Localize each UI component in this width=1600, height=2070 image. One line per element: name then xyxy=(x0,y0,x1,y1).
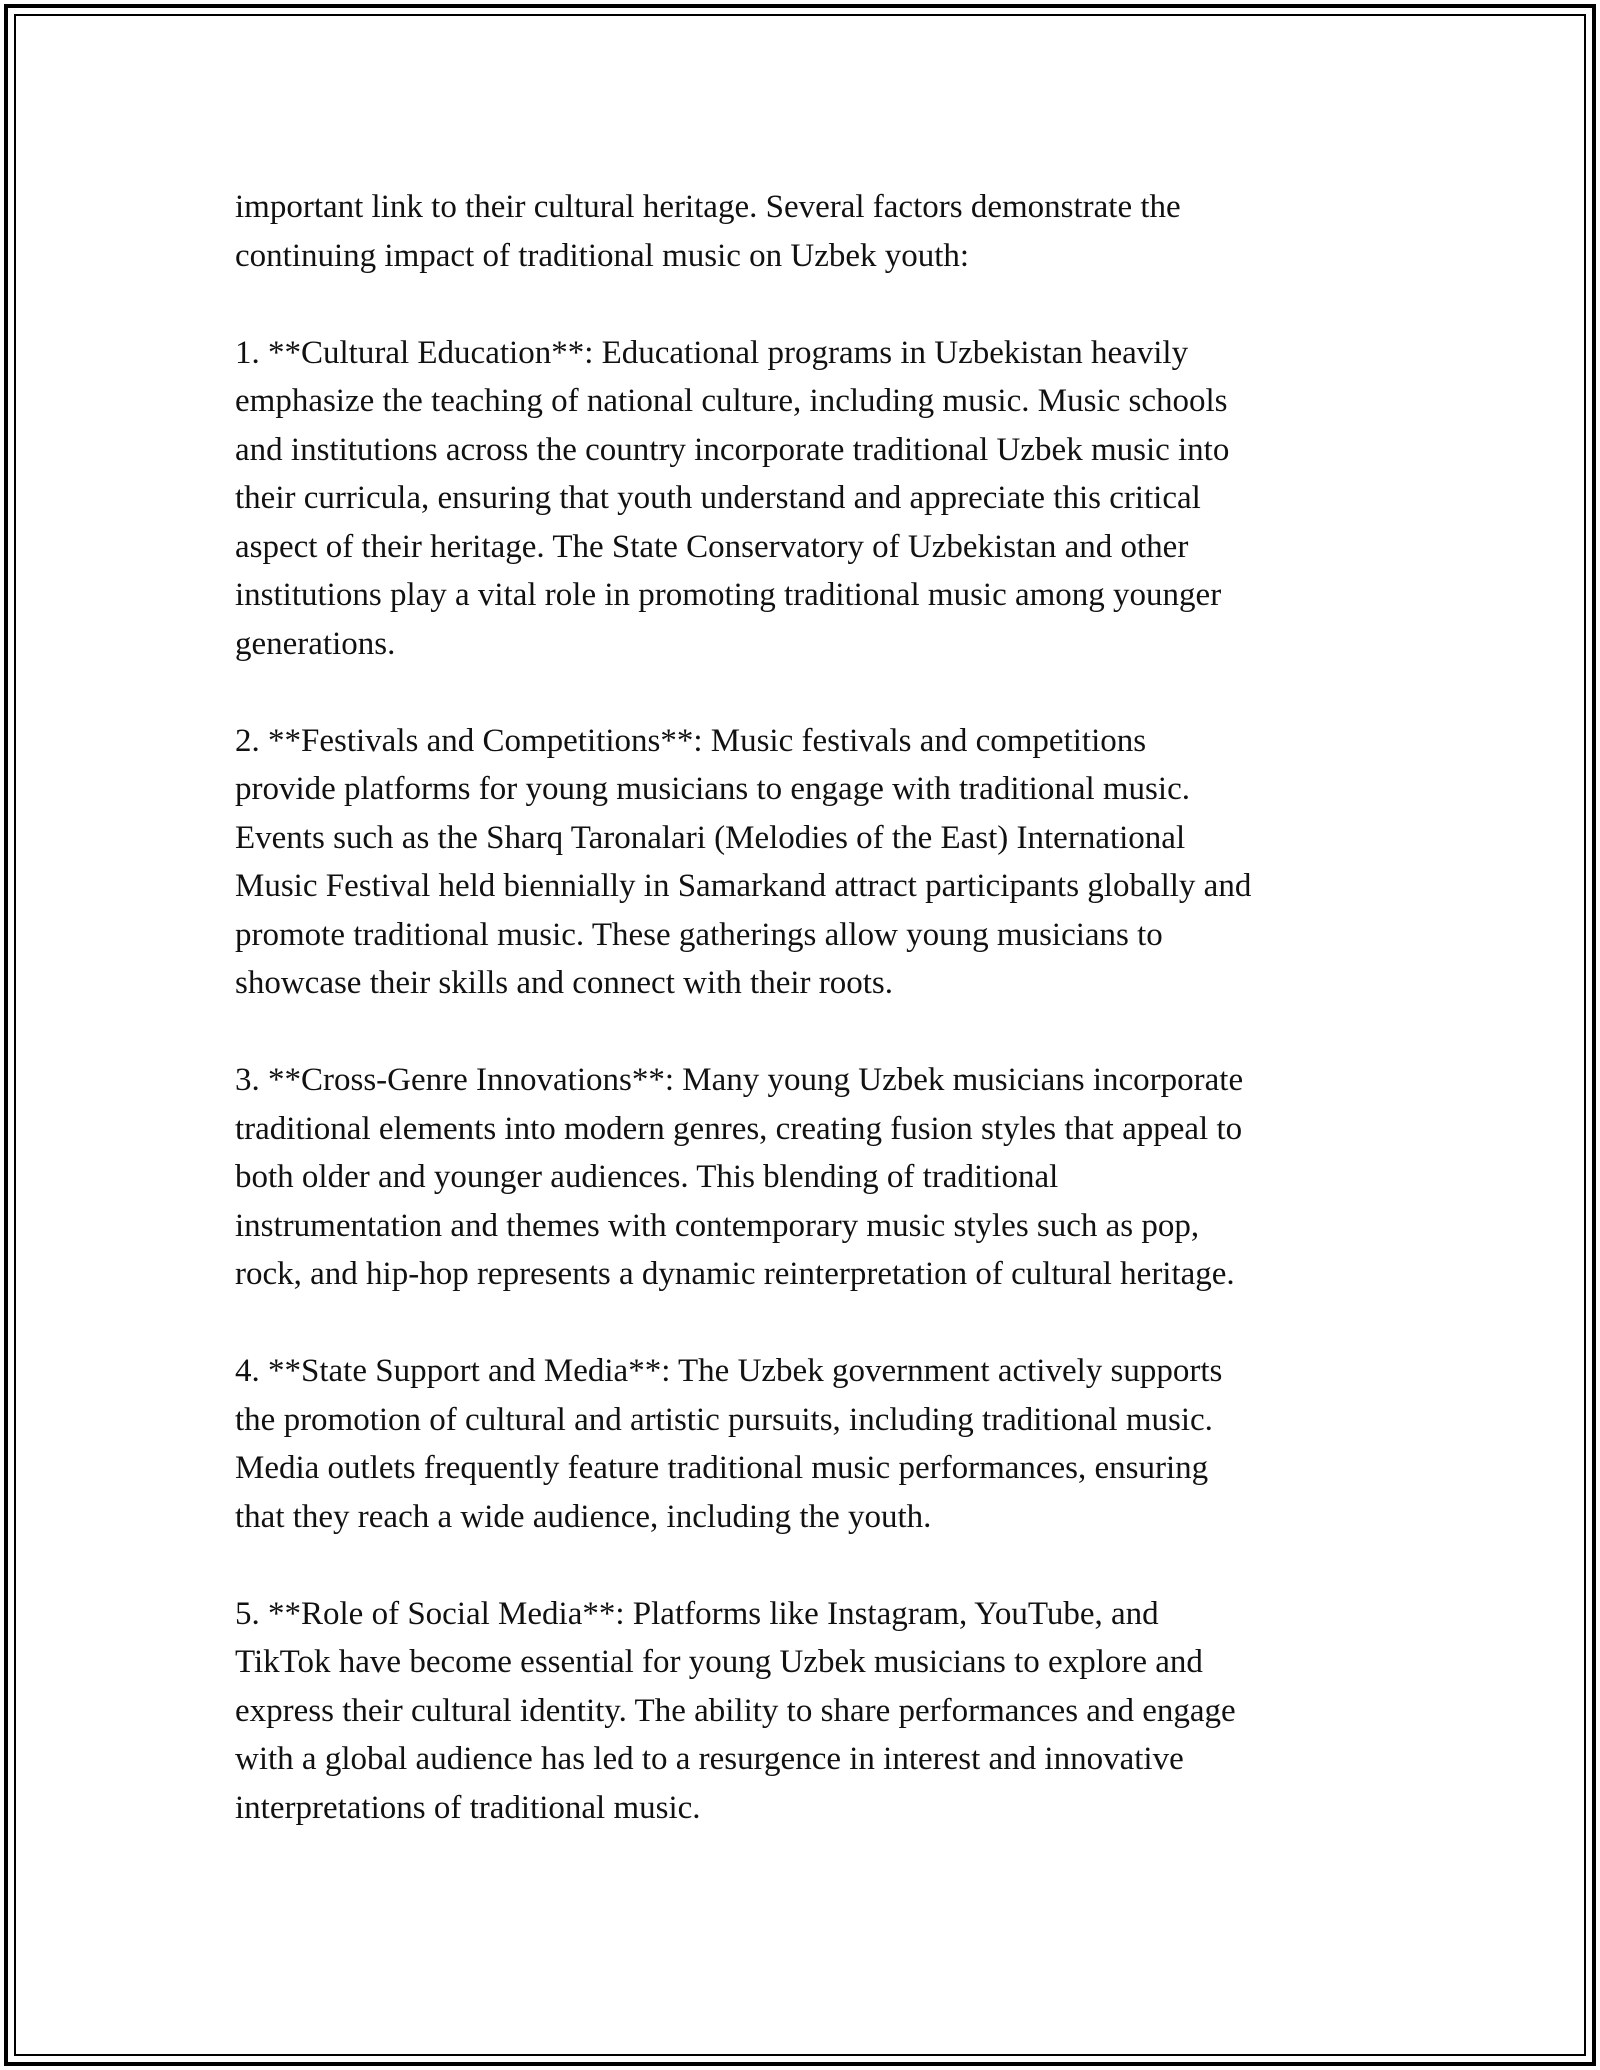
text-line: express their cultural identity. The ability to share performances and engage xyxy=(235,1692,1236,1729)
text-line: their curricula, ensuring that youth understand and appreciate this critical xyxy=(235,480,1201,516)
text-line: Media outlets frequently feature traditional music performances, ensuring xyxy=(235,1450,1209,1486)
text-line: aspect of their heritage. The State Conservatory of Uzbekistan and other xyxy=(235,528,1189,565)
text-line: institutions play a vital role in promoting traditional music among younger xyxy=(235,577,1222,613)
text-line: and institutions across the country incorporate traditional Uzbek music into xyxy=(235,431,1230,468)
text-line: 4. **State Support and Media**: The Uzbek government actively supports xyxy=(235,1353,1223,1389)
text-line: the promotion of cultural and artistic pursuits, including traditional music. xyxy=(235,1401,1213,1438)
text-line: traditional elements into modern genres, creating fusion styles that appeal to xyxy=(235,1110,1243,1147)
text-line: showcase their skills and connect with their roots. xyxy=(235,965,894,1001)
text-line: instrumentation and themes with contemporary music styles such as pop, xyxy=(235,1207,1200,1244)
intro-paragraph xyxy=(235,183,1385,280)
text-line: generations. xyxy=(235,625,396,662)
list-item-cultural-education xyxy=(235,329,1385,669)
list-item-state-support xyxy=(235,1347,1385,1541)
text-line: rock, and hip-hop represents a dynamic reinterpretation of cultural heritage. xyxy=(235,1256,1235,1292)
text-line: provide platforms for young musicians to engage with traditional music. xyxy=(235,771,1190,807)
text-line: Events such as the Sharq Taronalari (Melodies of the East) International xyxy=(235,819,1186,856)
text-line: that they reach a wide audience, including the youth. xyxy=(235,1498,932,1535)
text-line: continuing impact of traditional music on Uzbek youth: xyxy=(235,237,970,274)
text-line: 3. **Cross-Genre Innovations**: Many young Uzbek musicians incorporate xyxy=(235,1062,1244,1098)
text-line: 1. **Cultural Education**: Educational programs in Uzbekistan heavily xyxy=(235,334,1189,371)
text-line: TikTok have become essential for young Uzbek musicians to explore and xyxy=(235,1644,1203,1680)
text-line: 2. **Festivals and Competitions**: Music festivals and competitions xyxy=(235,722,1147,759)
document-body xyxy=(235,183,1385,1881)
text-line: interpretations of traditional music. xyxy=(235,1789,701,1826)
text-line: 5. **Role of Social Media**: Platforms like Instagram, YouTube, and xyxy=(235,1595,1159,1632)
text-line: promote traditional music. These gatherings allow young musicians to xyxy=(235,916,1163,953)
text-line: emphasize the teaching of national culture, including music. Music schools xyxy=(235,383,1228,419)
list-item-cross-genre xyxy=(235,1056,1385,1299)
list-item-social-media xyxy=(235,1590,1385,1833)
text-line: both older and younger audiences. This blending of traditional xyxy=(235,1159,1059,1195)
text-line: with a global audience has led to a resurgence in interest and innovative xyxy=(235,1741,1184,1777)
text-line: important link to their cultural heritage. Several factors demonstrate the xyxy=(235,189,1181,225)
list-item-festivals xyxy=(235,717,1385,1008)
text-line: Music Festival held biennially in Samarkand attract participants globally and xyxy=(235,868,1252,904)
